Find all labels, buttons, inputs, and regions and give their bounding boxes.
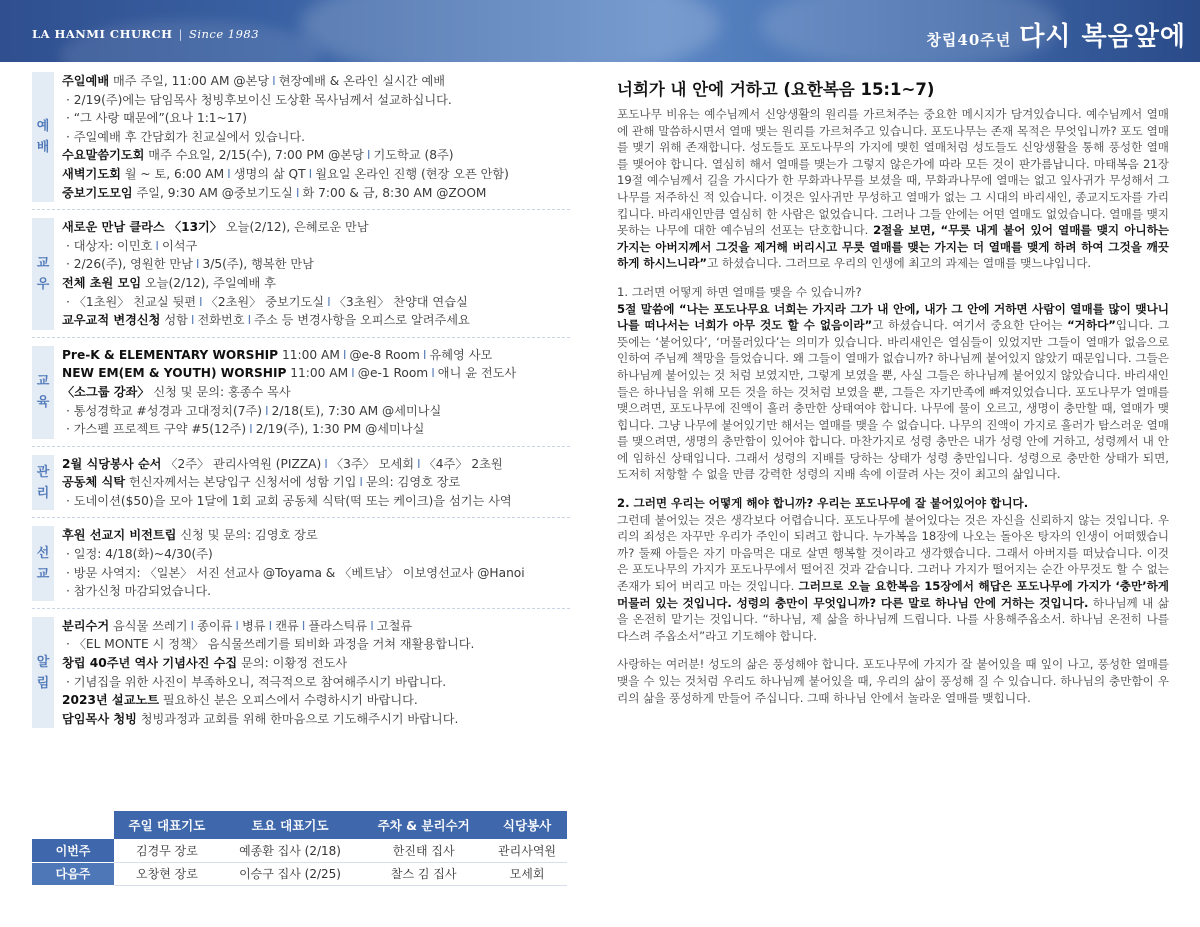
worship-dawn: 새벽기도회 월 ~ 토, 6:00 AM I 생명의 삶 QT I 월요일 온라인 진행 (현장 오픈 안함) [62, 166, 509, 181]
education-note: · 통성경학교 #성경과 고대정치(7주) I 2/18(토), 7:30 AM @세미나실 [66, 403, 442, 418]
management-note: · 도네이션($50)을 모아 1달에 1회 교회 공동체 식탁(떡 또는 케이크)을 섬기는 사역 [66, 493, 512, 508]
tag-char: 육 [36, 395, 50, 411]
since-year: Since 1983 [188, 27, 260, 41]
education-prek: Pre-K & ELEMENTARY WORSHIP 11:00 AM I @e-8 Room I 유혜영 사모 [62, 347, 493, 362]
table-row [32, 839, 567, 862]
tag-char: 리 [36, 485, 50, 501]
section-management [32, 455, 570, 511]
anniversary-slogan [926, 16, 1186, 53]
section-tag-management [32, 455, 54, 511]
table-header: 주차 & 분리수거 [360, 811, 487, 839]
divider [32, 608, 570, 609]
notice-note: · 〈EL MONTE 시 정책〉 음식물쓰레기를 퇴비화 과정을 거쳐 재활용합니다. [66, 637, 475, 652]
management-kitchen: 2월 식당봉사 순서 〈2주〉 관리사역원 (PIZZA) I 〈3주〉 모세회 I 〈4주〉 2초원 [62, 456, 503, 471]
worship-intercession: 중보기도모임 주일, 9:30 AM @중보기도실 I 화 7:00 & 금, 8:30 AM @ZOOM [62, 185, 487, 200]
tag-char: 배 [36, 140, 50, 156]
tag-char: 교 [36, 566, 50, 582]
table-cell: 관리사역원 [487, 839, 567, 862]
notice-photos: 창립 40주년 역사 기념사진 수집 문의: 이황정 전도사 [62, 656, 348, 671]
worship-note: · 주일예배 후 간담회가 친교실에서 있습니다. [66, 129, 306, 144]
tag-char: 우 [36, 276, 50, 292]
table-corner [32, 811, 114, 839]
fellowship-change: 교우교적 변경신청 성함 I 전화번호 I 주소 등 변경사항을 오피스로 알려주세요 [62, 313, 470, 328]
mission-note: · 참가신청 마감되었습니다. [66, 584, 212, 599]
row-label: 이번주 [32, 839, 114, 862]
tag-char: 림 [36, 675, 50, 691]
header-banner [0, 0, 1200, 62]
worship-sunday: 주일예배 매주 주일, 11:00 AM @본당 I 현장예배 & 온라인 실시간 예배 [62, 74, 446, 88]
sermon-paragraph: 1. 그러면 어떻게 하면 열매를 맺을 수 있습니까? 5절 말씀에 “나는 포도나무요 너희는 가지라 그가 내 안에, 내가 그 안에 거하면 사람이 열매를 많이 맺나니 나를 떠나서는 너희가 아무 것도 할 수 없음이라”고 하셨습니다. 여기서 중요한 단어는 “거하다”입니다. 그 뜻에는 ‘붙어있다’, ‘머물러있다’는 의미가 있습니다. 바리새인은 열심들이 있었지만 그들이 열매가 없음으로 인하여 주님께 책망을 들었습니다. 왜 그들이 열매가 없습니까? 하나님께 붙어있지 않았기 때문입니다. 그들은 하나님께 붙어있는 것 처럼 보였지만, 그렇게 보였을 뿐, 사실 그들은 하나님께 붙어있지 않았습니다. 바리새인들은 하나님을 위해 모든 것을 하는 것처럼 보였을 뿐, 그들은 자기만족에 빠져있었습니다. 포도나무가 열매를 맺으려면, 포도나무에 진액이 흘러 충만한 상태여야 합니다. 나무에 물이 오르고, 생명이 충만할 때, 열매가 맺힙니다. 그냥 나무에 붙어있기만 해서는 열매를 맺을 수 없습니다. 나무의 진액이 가지로 흘러가 탐스러운 열매를 맺으려면, 생명의 충만함이 있어야 합니다. 마찬가지로 성령 충만은 내가 성령 안에 거하고, 성령께서 내 안에 임하신 상태입니다. 그래서 성령의 지배를 당하는 상태가 성령 충만입니다. 성령으로 충만한 상태가 되면, 도저히 저항할 수 없을 만큼 강력한 성령의 지배 속에 이끌려 사는 것이 최고의 삶입니다. [617, 284, 1170, 482]
slogan-main: 다시 복음앞에 [1019, 22, 1186, 52]
fellowship-meeting: 전체 초원 모임 오늘(2/12), 주일예배 후 [62, 275, 276, 290]
table-header: 주일 대표기도 [114, 811, 220, 839]
notice-note: · 기념집을 위한 사진이 부족하오니, 적극적으로 참여해주시기 바랍니다. [66, 674, 447, 689]
worship-note: · “그 사랑 때문에”(요나 1:1~17) [66, 111, 248, 126]
section-mission [32, 526, 570, 600]
mission-note: · 방문 사역지: 〈일본〉 서진 선교사 @Toyama & 〈베트남〉 이보영선교사 @Hanoi [66, 565, 525, 580]
table-header: 토요 대표기도 [220, 811, 360, 839]
table-cell: 김경무 장로 [114, 839, 220, 862]
notice-sermon-note: 2023년 설교노트 필요하신 분은 오피스에서 수령하시기 바랍니다. [62, 693, 418, 708]
section-tag-worship [32, 72, 54, 202]
tag-char: 교 [36, 374, 50, 390]
slogan-pre: 창립40주년 [926, 31, 1012, 49]
church-title: LA HANMI CHURCH [32, 27, 173, 41]
duty-roster-table [32, 811, 567, 886]
sermon-paragraph: 포도나무 비유는 예수님께서 신앙생활의 원리를 가르쳐주는 중요한 메시지가 담겨있습니다. 예수님께서 열매에 관해 말씀하시면서 열매 맺는 원리를 가르쳐주고 있습니다. 포도나무는 존재 목적은 무엇입니까? 포도 열매를 맺기 위해 존재합니다. 성도들도 포도나무의 가지에 맺힌 열매처럼 성도들도 신앙생활을 통해 풍성한 열매를 맺어야 합니다. 열심히 해서 열매를 맺는가 그렇지 않은가에 따라 모든 것이 판가름납니다. 마태복음 21장 19절 예수님께서 길을 가시다가 한 무화과나무를 보셨을 때, 무화과나무에 열매는 없고 잎사귀가 무성해서 그 나무를 저주하신 적 있습니다. 이것은 잎사귀만 무성하고 열매가 없는 그 시대의 바리새인, 종교지도자를 가리킵니다. 바리새인만큼 열심히 한 사람은 없었습니다. 그러나 그들 안에는 어떤 열매도 없었습니다. 열매를 맺지 못하는 나무에 대한 예수님의 선포는 단호합니다. 2절을 보면, “무릇 내게 붙어 있어 열매를 맺지 아니하는 가지는 아버지께서 그것을 제거해 버리시고 무릇 열매를 맺는 가지는 더 열매를 맺게 하려 하여 그것을 깨끗하게 하시느니라”고 하셨습니다. 그러므로 우리의 인생에 최고의 과제는 열매를 맺느냐입니다. [617, 107, 1169, 271]
management-table: 공동체 식탁 헌신자께서는 본당입구 신청서에 성함 기입 I 문의: 김영호 장로 [62, 475, 461, 490]
announcements-column [32, 72, 570, 728]
tag-char: 관 [36, 464, 50, 480]
education-em: NEW EM(EM & YOUTH) WORSHIP 11:00 AM I @e-1 Room I 애니 윤 전도사 [62, 366, 517, 381]
table-header: 식당봉사 [487, 811, 567, 839]
fellowship-note: · 2/26(주), 영원한 만남 I 3/5(주), 행복한 만남 [66, 257, 314, 272]
table-row [32, 862, 567, 885]
table-cell: 모세회 [487, 862, 567, 885]
divider [32, 517, 570, 518]
education-smallgroup: 〈소그룹 강좌〉 신청 및 문의: 홍종수 목사 [62, 384, 291, 399]
education-note: · 가스펠 프로젝트 구약 #5(12주) I 2/19(주), 1:30 PM @세미나실 [66, 422, 425, 437]
mission-note: · 일정: 4/18(화)~4/30(주) [66, 547, 213, 562]
section-notice [32, 617, 570, 729]
row-label: 다음주 [32, 862, 114, 885]
sermon-column [617, 76, 1169, 706]
worship-wednesday: 수요말씀기도회 매주 수요일, 2/15(수), 7:00 PM @본당 I 기도학교 (8주) [62, 148, 454, 163]
sermon-paragraph: 사랑하는 여러분! 성도의 삶은 풍성해야 합니다. 포도나무에 가지가 잘 붙어있을 때 잎이 나고, 풍성한 열매를 맺을 수 있는 것처럼 우리도 하나님께 붙어있을 때, 우리의 삶이 풍성해 질 수 있습니다. 하나님의 충만함이 우리의 삶을 풍성하게 만들어 주십니다. 그때 하나님 안에서 놀라운 열매를 맺힙니다. [617, 657, 1169, 705]
divider [32, 209, 570, 210]
tag-char: 선 [36, 545, 50, 561]
mission-trip: 후원 선교지 비전트립 신청 및 문의: 김영호 장로 [62, 528, 318, 543]
section-tag-mission [32, 526, 54, 600]
table-cell: 한진태 집사 [360, 839, 487, 862]
tag-char: 알 [36, 654, 50, 670]
sermon-paragraph: 2. 그러면 우리는 어떻게 해야 합니까? 우리는 포도나무에 잘 붙어있어야 합니다. 그런데 붙어있는 것은 생각보다 어렵습니다. 포도나무에 붙어있다는 것은 자신을 신뢰하지 않는 것입니다. 우리의 죄성은 자꾸만 우리가 주인이 되려고 합니다. 누가복음 18장에 나오는 돌아온 탕자의 인생이 어떠했습니까? 둘째 아들은 자기 마음먹은 대로 살면 행복할 것이라고 생각했습니다. 그래서 아버지를 떠났습니다. 이것은 포도나무의 가지가 포도나무에서 떨어진 것과 같습니다. 그러나 가지가 떨어지는 순간 아무것도 할 수 없는 존재가 되어 버리고 마는 것입니다. 그러므로 오늘 요한복음 15장에서 해답은 포도나무에 가지가 ‘충만’하게 머물러 있는 것입니다. 성령의 충만이 무엇입니까? 다른 말로 하나님 안에 거하는 것입니다. 하나님께 내 삶을 온전히 맡기는 것입니다. “하나님, 제 삶을 하나님께 드립니다. 나를 사용해주옵소서. 하나님 온전히 나를 다스려 주옵소서”라고 기도해야 합니다. [617, 496, 1170, 643]
worship-note: · 2/19(주)에는 담임목사 청빙후보이신 도상환 목사님께서 설교하십니다. [66, 92, 452, 107]
tag-char: 예 [36, 119, 50, 135]
section-tag-notice [32, 617, 54, 729]
table-cell: 찰스 김 집사 [360, 862, 487, 885]
fellowship-note: · 대상자: 이민호 I 이석구 [66, 238, 198, 253]
church-name: LA HANMI CHURCH | Since 1983 [32, 27, 260, 41]
section-tag-education [32, 346, 54, 439]
divider [32, 337, 570, 338]
notice-pastor-search: 담임목사 청빙 청빙과정과 교회를 위해 한마음으로 기도해주시기 바랍니다. [62, 711, 459, 726]
divider [32, 446, 570, 447]
sermon-title: 너희가 내 안에 거하고 (요한복음 15:1~7) [617, 80, 935, 99]
fellowship-class: 새로운 만남 클라스 〈13기〉 오늘(2/12), 은혜로운 만남 [62, 220, 369, 235]
section-fellowship [32, 218, 570, 330]
section-worship [32, 72, 570, 202]
section-education [32, 346, 570, 439]
notice-recycling: 분리수거 음식물 쓰레기 I 종이류 I 병류 I 캔류 I 플라스틱류 I 고철류 [62, 618, 413, 633]
table-cell: 오창현 장로 [114, 862, 220, 885]
fellowship-note: · 〈1초원〉 친교실 뒷편 I 〈2초원〉 중보기도실 I 〈3초원〉 찬양대 연습실 [66, 294, 468, 309]
tag-char: 교 [36, 255, 50, 271]
table-cell: 예종환 집사 (2/18) [220, 839, 360, 862]
table-cell: 이승구 집사 (2/25) [220, 862, 360, 885]
section-tag-fellowship [32, 218, 54, 330]
